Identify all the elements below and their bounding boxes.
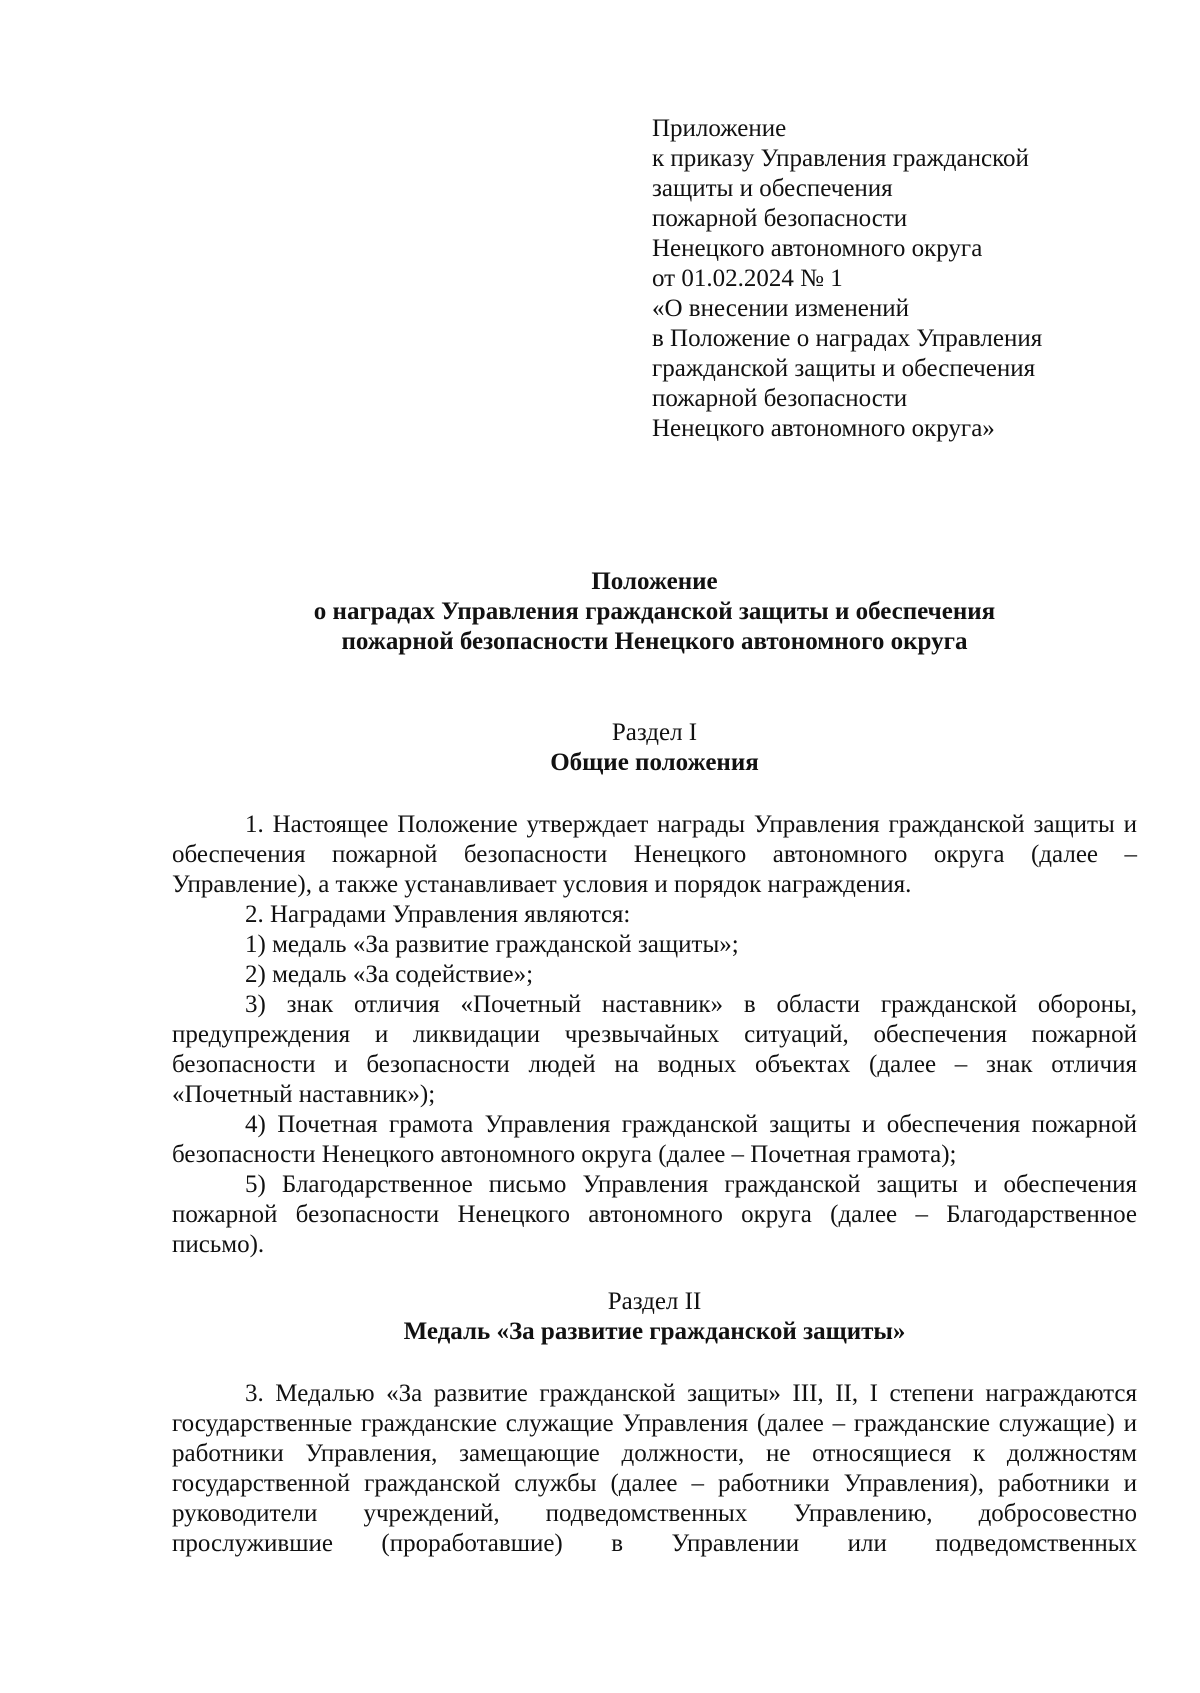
appendix-line: Приложение — [652, 115, 787, 142]
paragraph: 1. Настоящее Положение утверждает награды Управления гражданской защиты и обеспечения пожарной безопасности Ненецкого автономного округа (далее – Управление), а также устанавливает условия и порядок награждения. — [172, 811, 1137, 898]
section-1-body — [172, 810, 1137, 1260]
appendix-line: от 01.02.2024 № 1 — [652, 265, 843, 292]
appendix-line: Ненецкого автономного округа — [652, 235, 983, 262]
appendix-line: в Положение о наградах Управления — [652, 325, 1043, 352]
list-item: 5) Благодарственное письмо Управления гражданской защиты и обеспечения пожарной безопасности Ненецкого автономного округа (далее – Благодарственное письмо). — [172, 1171, 1137, 1258]
title-line: Положение — [591, 568, 718, 595]
section-2-heading — [172, 1287, 1137, 1347]
title-line: пожарной безопасности Ненецкого автономного округа — [341, 628, 968, 655]
appendix-header — [652, 114, 1112, 444]
section-name: Общие положения — [550, 749, 759, 776]
paragraph: 3. Медалью «За развитие гражданской защиты» III, II, I степени награждаются государственные гражданские служащие Управления (далее – гражданские служащие) и работники Управления, замещающие должности, не относящиеся к должностям государственной гражданской службы (далее – работники Управления), работники и руководители учреждений, подведомственных Управлению, добросовестно прослужившие (проработавшие) в Управлении или подведомственных — [172, 1380, 1137, 1557]
appendix-line: пожарной безопасности — [652, 385, 908, 412]
list-item: 1) медаль «За развитие гражданской защиты»; — [245, 931, 739, 958]
section-number: Раздел I — [611, 719, 698, 746]
appendix-line: гражданской защиты и обеспечения — [652, 355, 1036, 382]
appendix-line: к приказу Управления гражданской — [652, 145, 1029, 172]
appendix-line: пожарной безопасности — [652, 205, 908, 232]
appendix-line: Ненецкого автономного округа» — [652, 415, 995, 442]
list-item: 4) Почетная грамота Управления гражданской защиты и обеспечения пожарной безопасности Ненецкого автономного округа (далее – Почетная грамота); — [172, 1111, 1137, 1168]
list-item: 3) знак отличия «Почетный наставник» в области гражданской обороны, предупреждения и ликвидации чрезвычайных ситуаций, обеспечения пожарной безопасности и безопасности людей на водных объектах (далее – знак отличия «Почетный наставник»); — [172, 991, 1137, 1108]
section-name: Медаль «За развитие гражданской защиты» — [403, 1318, 906, 1345]
section-number: Раздел II — [607, 1288, 702, 1315]
section-2-body — [172, 1379, 1137, 1559]
title-line: о наградах Управления гражданской защиты и обеспечения — [313, 598, 996, 625]
appendix-line: защиты и обеспечения — [652, 175, 893, 202]
paragraph: 2. Наградами Управления являются: — [245, 901, 631, 928]
appendix-line: «О внесении изменений — [652, 295, 910, 322]
section-1-heading — [172, 718, 1137, 778]
list-item: 2) медаль «За содействие»; — [245, 961, 534, 988]
document-title — [172, 567, 1137, 657]
